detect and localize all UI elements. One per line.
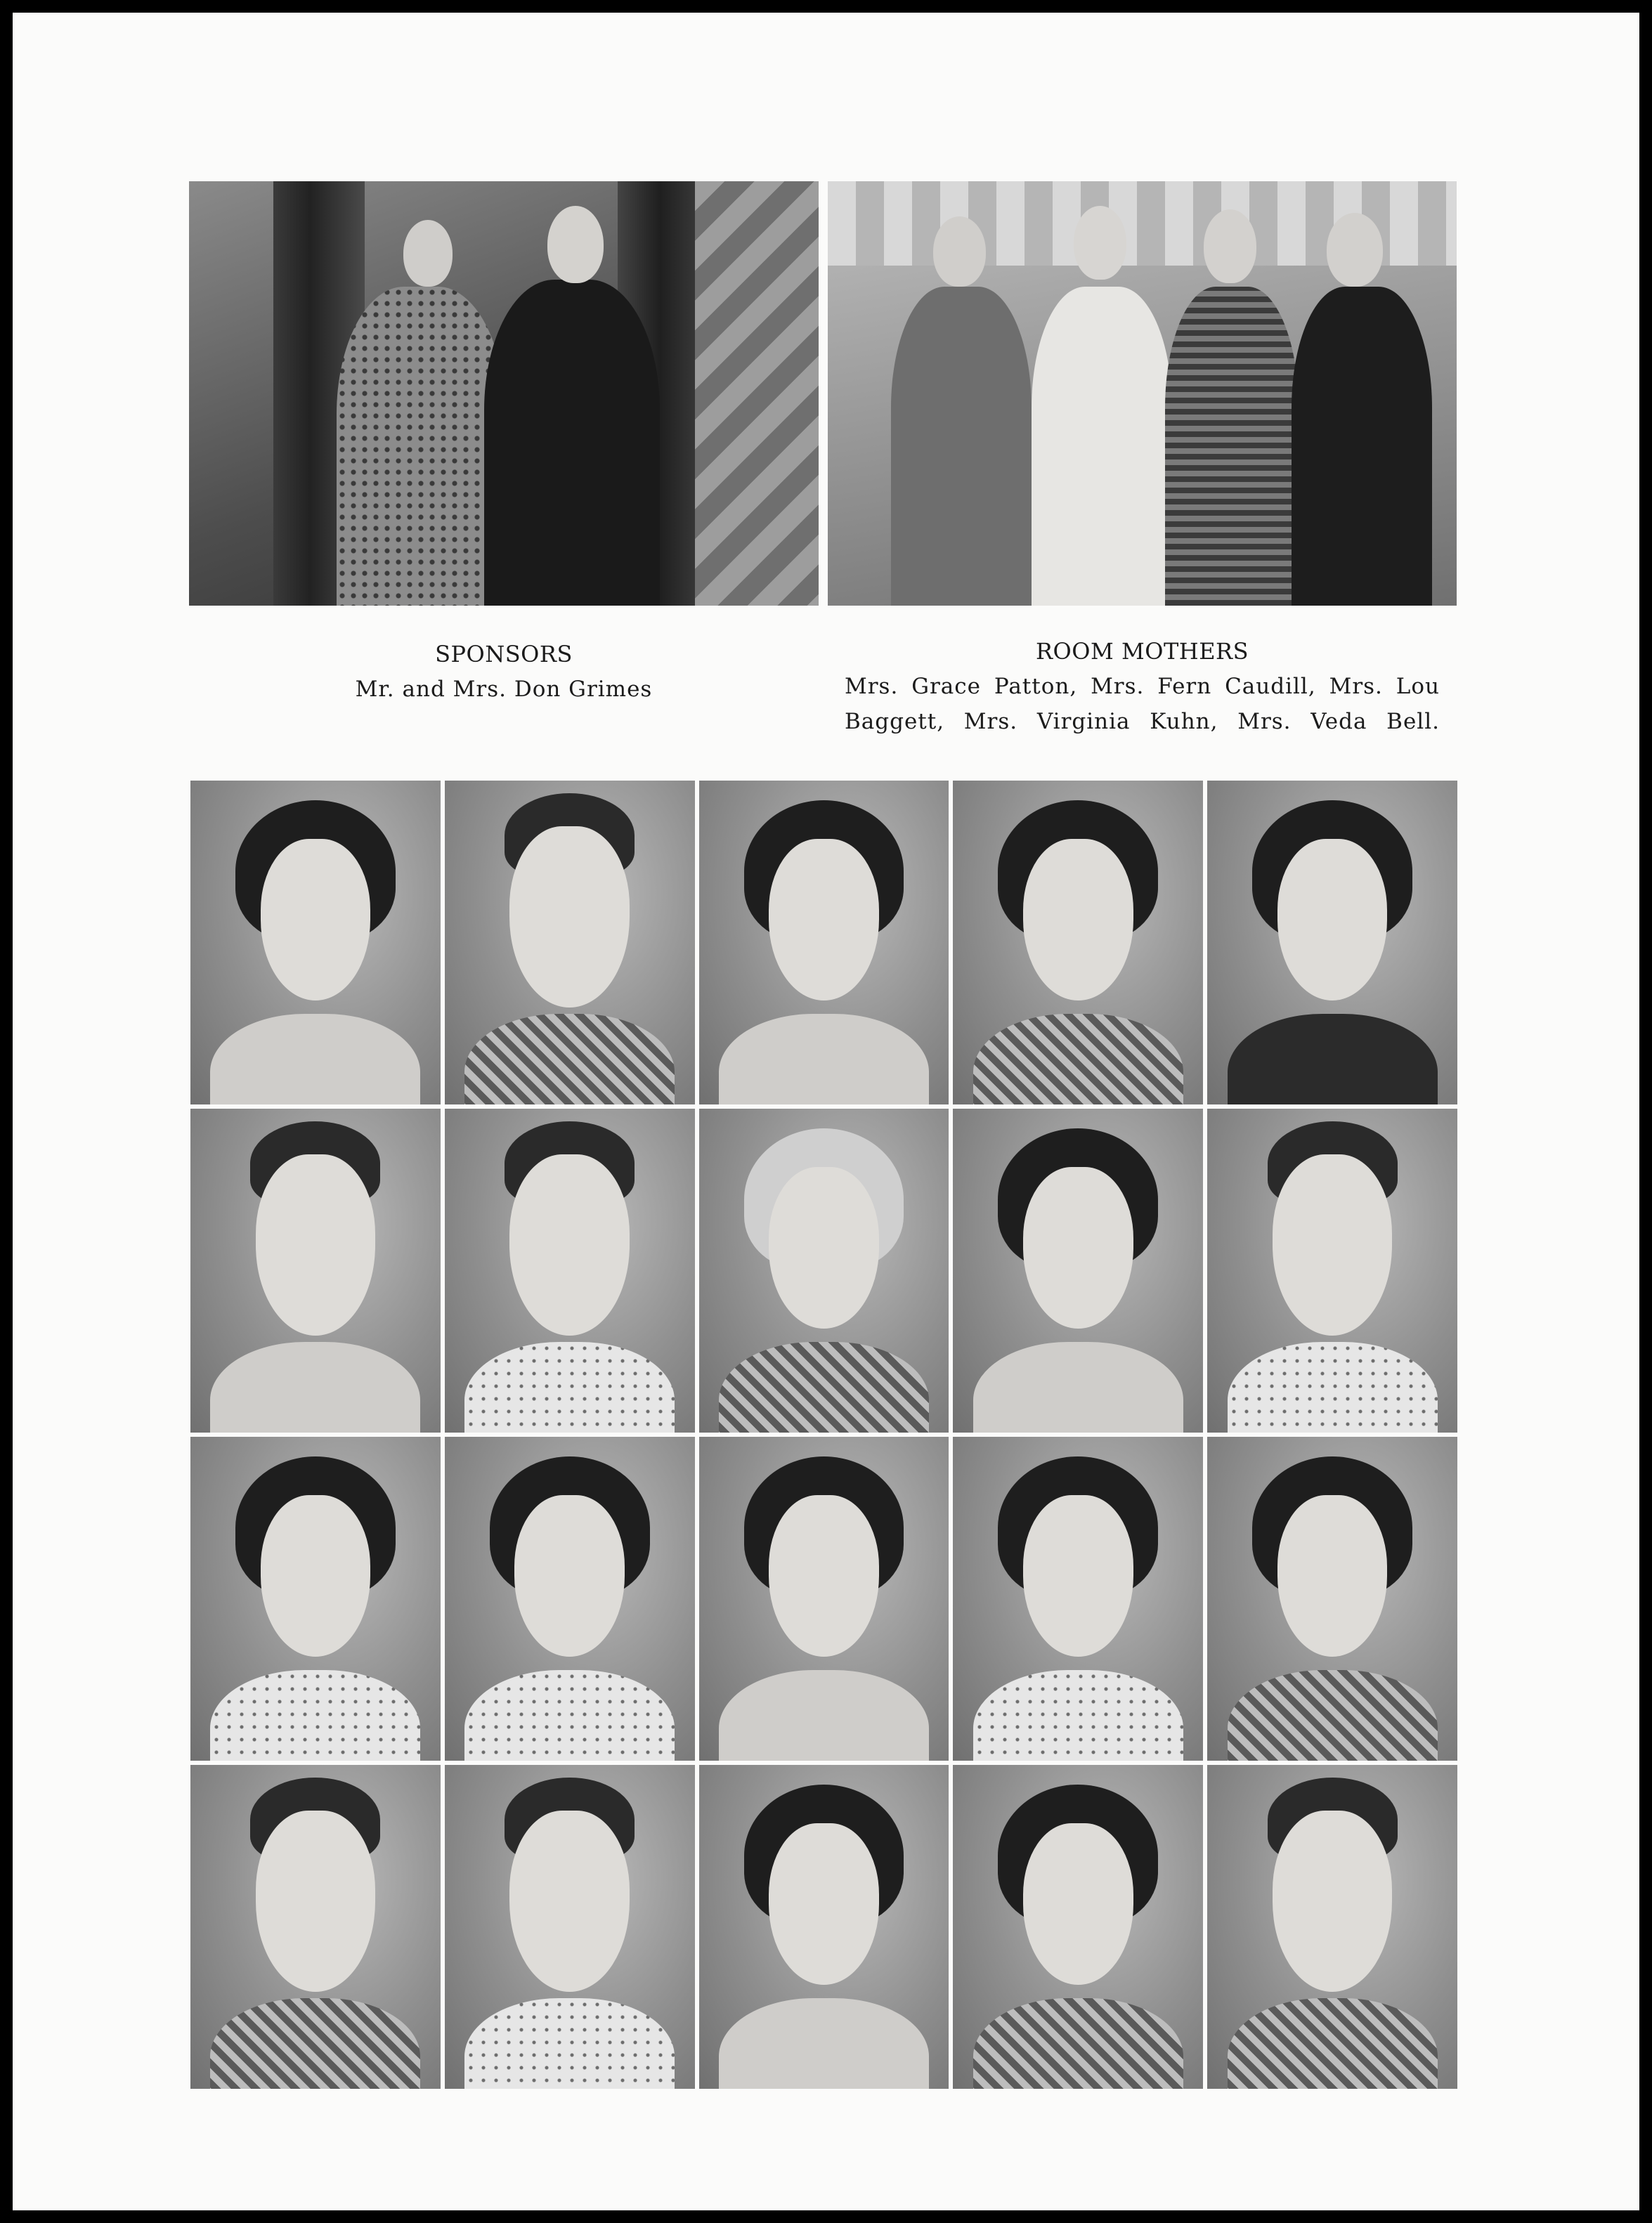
sponsors-photo	[189, 181, 819, 606]
sponsors-title: SPONSORS	[435, 641, 573, 667]
portrait	[699, 1437, 949, 1761]
portrait	[445, 1437, 695, 1761]
mother-4-head	[1327, 213, 1383, 287]
room-mothers-title: ROOM MOTHERS	[1035, 638, 1249, 665]
man-head	[547, 206, 604, 283]
mother-3-head	[1204, 209, 1256, 283]
room-mothers-names-line2: Baggett, Mrs. Virginia Kuhn, Mrs. Veda Bell.	[845, 709, 1440, 734]
sponsors-caption	[189, 637, 819, 707]
portrait	[190, 1765, 441, 2089]
portrait	[699, 1109, 949, 1433]
mother-1-head	[933, 216, 986, 287]
mother-2-head	[1074, 206, 1126, 280]
portrait	[953, 1765, 1203, 2089]
room-mothers-names-line1: Mrs. Grace Patton, Mrs. Fern Caudill, Mrs. Lou	[845, 674, 1440, 699]
portrait	[953, 781, 1203, 1104]
portrait	[1207, 1765, 1457, 2089]
portrait	[190, 1437, 441, 1761]
room-mothers-photo	[828, 181, 1457, 606]
yearbook-page	[13, 13, 1639, 2210]
zigzag-panel	[695, 181, 819, 606]
portrait	[953, 1109, 1203, 1433]
portrait	[699, 1765, 949, 2089]
portrait	[953, 1437, 1203, 1761]
portrait	[445, 1109, 695, 1433]
woman-dress	[337, 287, 505, 606]
mother-3-figure	[1165, 287, 1299, 606]
portrait-grid	[190, 781, 1457, 2089]
portrait	[1207, 1109, 1457, 1433]
portrait	[1207, 1437, 1457, 1761]
woman-head	[403, 220, 453, 287]
mother-4-figure	[1292, 287, 1432, 606]
mother-2-figure	[1032, 287, 1172, 606]
man-suit	[484, 280, 660, 606]
portrait	[1207, 781, 1457, 1104]
portrait	[445, 781, 695, 1104]
mother-1-figure	[891, 287, 1032, 606]
portrait	[190, 781, 441, 1104]
sponsors-names: Mr. and Mrs. Don Grimes	[355, 677, 653, 702]
portrait	[699, 781, 949, 1104]
portrait	[445, 1765, 695, 2089]
portrait	[190, 1109, 441, 1433]
room-mothers-caption	[828, 634, 1457, 739]
